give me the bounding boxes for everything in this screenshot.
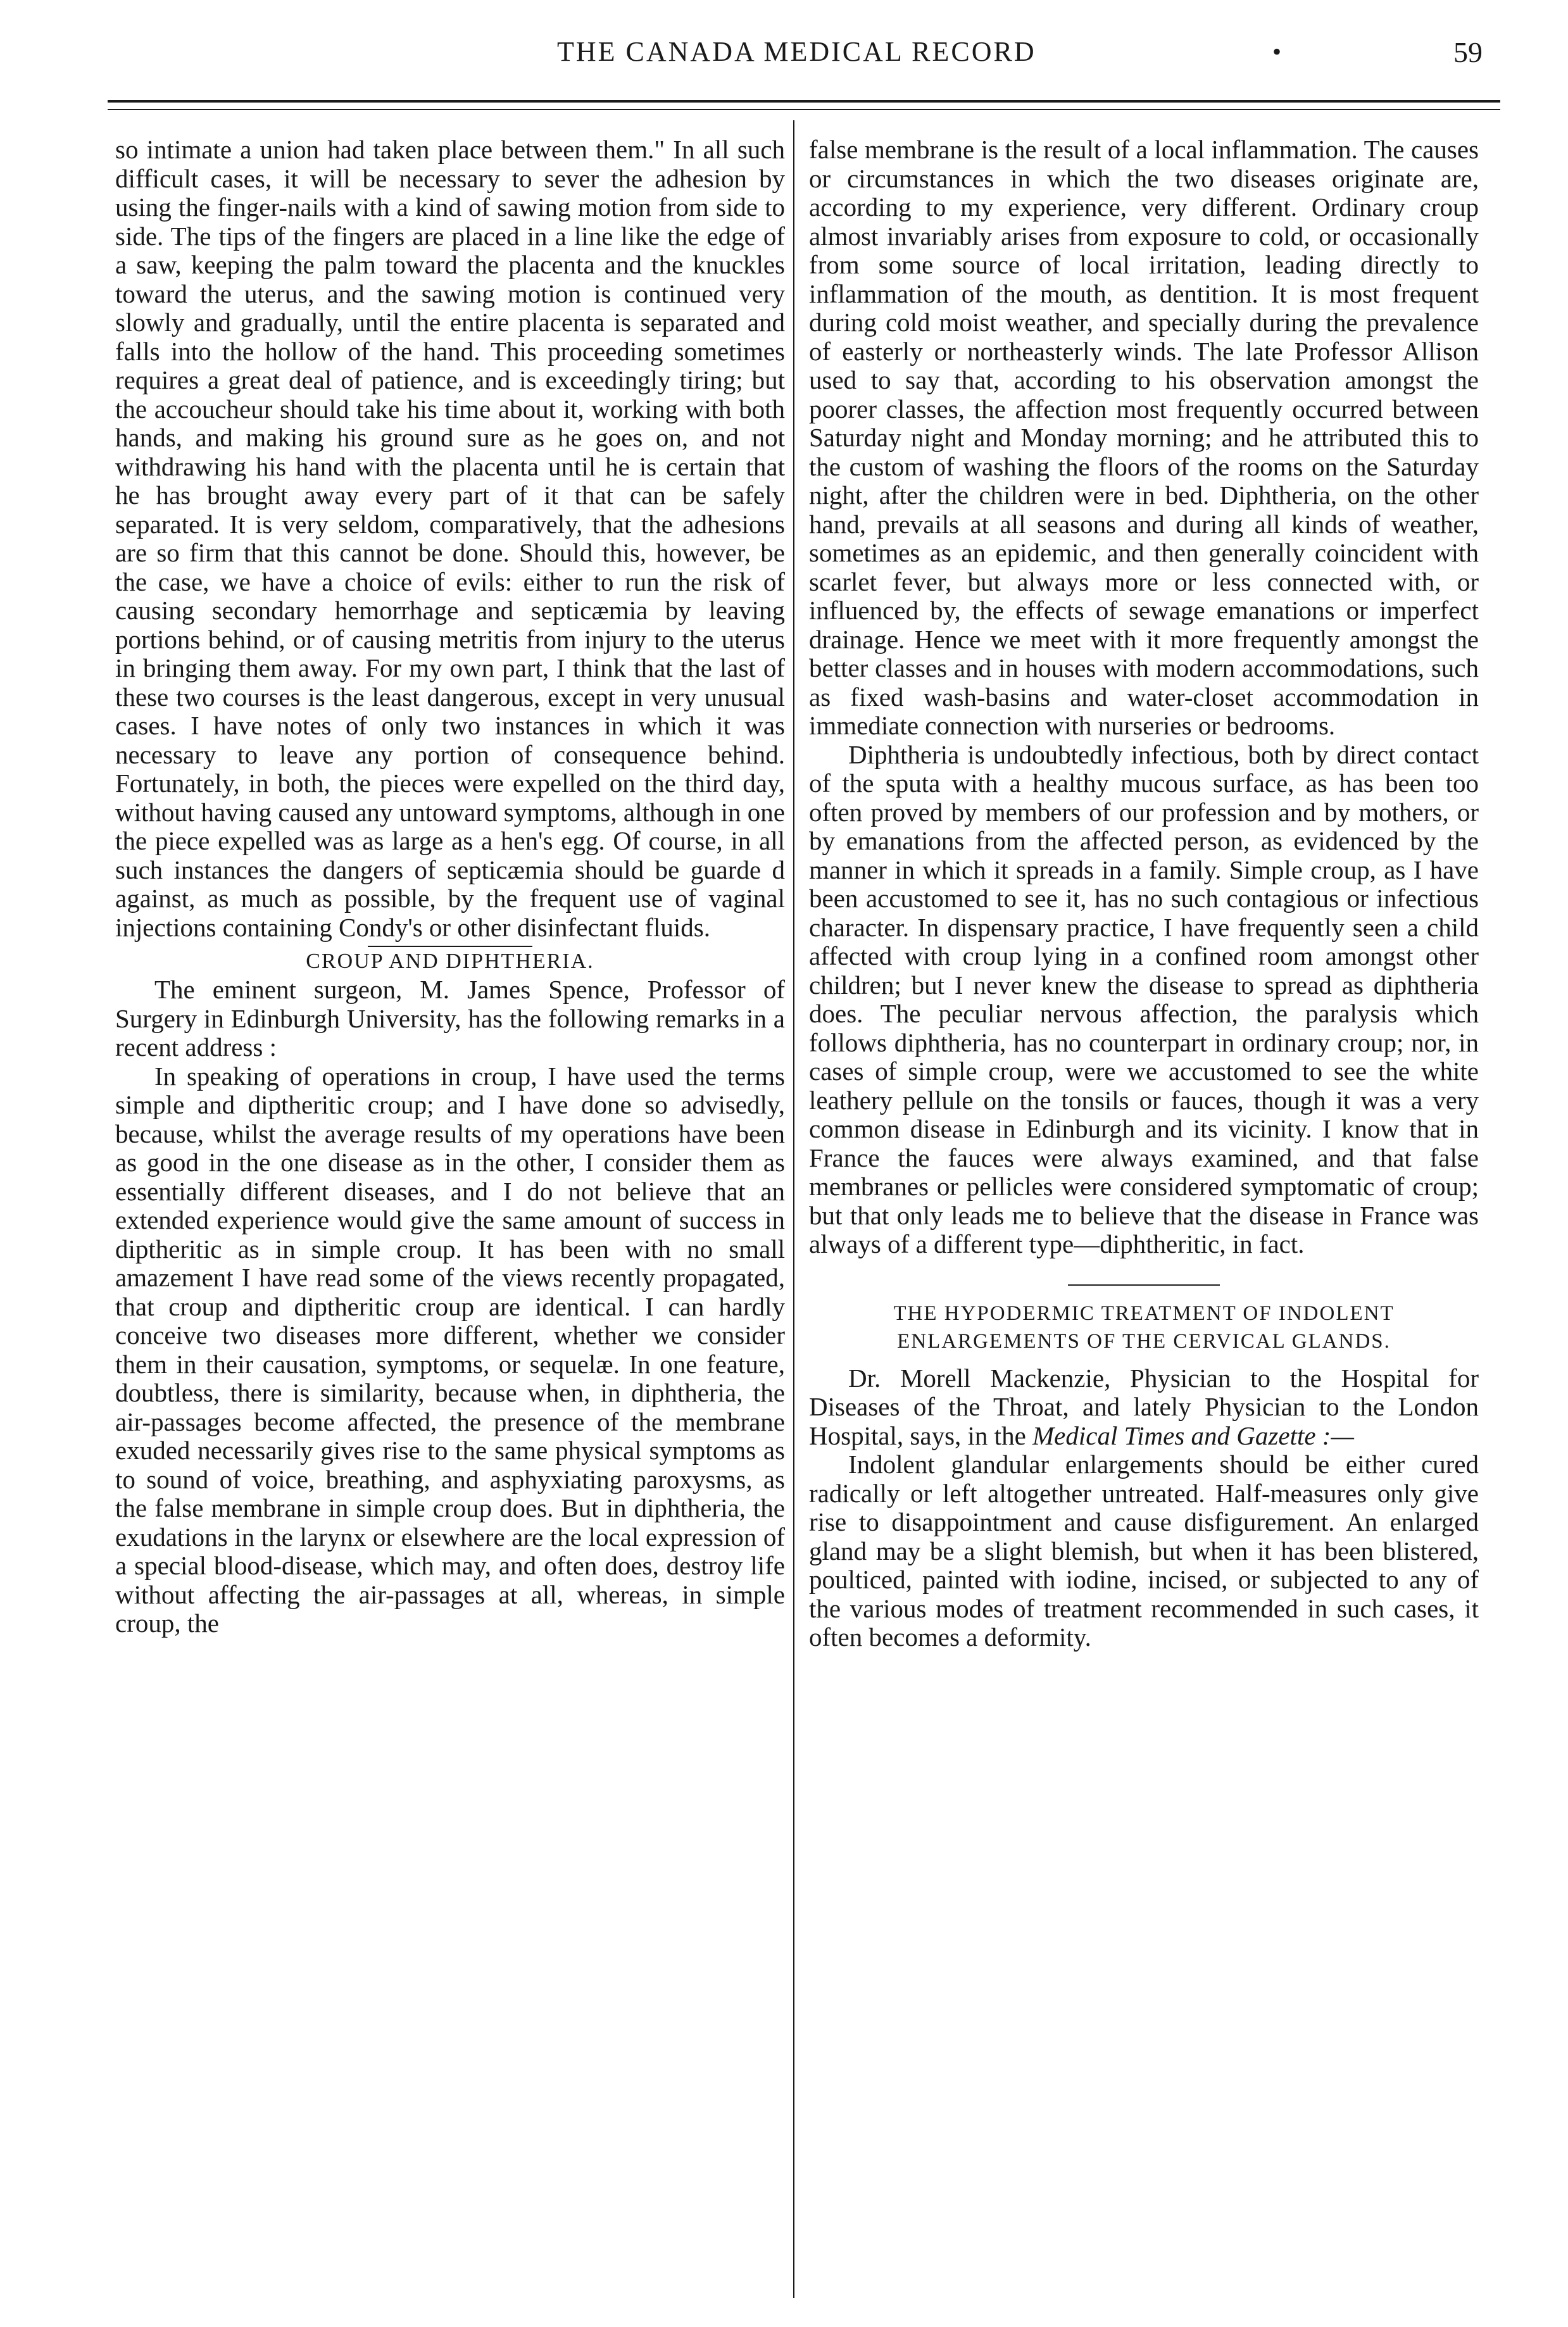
left-column xyxy=(115,135,785,1638)
mackenzie-intro-text: Dr. Morell Mackenzie, Physician to the Hospital for Diseases of the Throat, and lately Physician to the London Hospital, says, in the xyxy=(809,1363,1479,1450)
header-rule-thick xyxy=(108,100,1500,103)
paragraph-indolent-enlargements: Indolent glandular enlargements should be either cured radically or left altogether untreated. Half-measures only give rise to disappointment and cause disfigurement. An enlarged gland may be a slight blemish, but when it has been blistered, poulticed, painted with iodine, incised, or subjected to any of the various modes of treatment recommended in such cases, it often becomes a deformity. xyxy=(809,1450,1479,1652)
page-header xyxy=(0,35,1568,86)
running-title: THE CANADA MEDICAL RECORD xyxy=(557,36,1036,67)
right-column xyxy=(809,135,1479,1652)
paragraph-diphtheria-infectious: Diphtheria is undoubtedly infectious, both by direct contact of the sputa with a healthy mucous surface, as has been too often proved by members of our profession and by mothers, or by emanations from the affected person, as evidenced by the manner in which it spreads in a family. Simple croup, as I have been accustomed to see it, has no such contagious or infectious character. In dispensary practice, I have frequently seen a child affected with croup lying in a confined room amongst other children; but I never knew the disease to spread as diphtheria does. The peculiar nervous affection, the paralysis which follows diphtheria, has no counterpart in ordinary croup; nor, in cases of simple croup, were we accustomed to see the white leathery pellule on the tonsils or fauces, though it was a very common disease in Edinburgh and its vicinity. I know that in France the fauces were always examined, and that false membranes or pellicles were considered symptomatic of croup; but that only leads me to believe that the disease in France was always of a different type—diphtheritic, in fact. xyxy=(809,739,1479,1258)
paragraph-false-membrane: false membrane is the result of a local inflammation. The causes or circumstances in which the two diseases originate are, according to my experience, very different. Ordinary croup almost invariably arises from exposure to cold, or occasionally from some source of local irritation, leading directly to inflammation of the mouth, as dentition. It is most frequent during cold moist weather, and specially during the prevalence of easterly or northeasterly winds. The late Professor Allison used to say that, according to his observation amongst the poorer classes, the affection most frequently occurred between Saturday night and Monday morning; and he attributed this to the custom of washing the floors of the rooms on the Saturday night, after the children were in bed. Diphtheria, on the other hand, prevails at all seasons and during all kinds of weather, sometimes as an epidemic, and then generally coincident with scarlet fever, but always more or less connected with, or influenced by, the effects of sewage emanations or imperfect drainage. Hence we meet with it more frequently amongst the better classes and in houses with modern accommodations, such as fixed wash-basins and water-closet accommodation in immediate connection with nurseries or bedrooms. xyxy=(809,135,1479,740)
header-rule-thin xyxy=(108,109,1500,110)
paragraph-spence-intro: The eminent surgeon, M. James Spence, Professor of Surgery in Edinburgh University, has the following remarks in a recent address : xyxy=(115,975,785,1062)
section-rule xyxy=(1068,1284,1220,1286)
paragraph-speaking-of-operations: In speaking of operations in croup, I have used the terms simple and diptheritic croup; and I have done so advisedly, because, whilst the average results of my operations have been as good in the one disease as in the other, I consider them as essentially different diseases, and I do not believe that an extended experience would give the same amount of success in diptheritic as in simple croup. It has been with no small amazement I have read some of the views recently propagated, that croup and diptheritic croup are identical. I can hardly conceive two diseases more different, whether we consider them in their causation, symptoms, or sequelæ. In one feature, doubtless, there is similarity, because when, in diphtheria, the air-passages become affected, the presence of the membrane exuded necessarily gives rise to the same physical symptoms as to sound of voice, breathing, and asphyxiating paroxysms, as the false membrane in simple croup does. But in diphtheria, the exudations in the larynx or elsewhere are the local expression of a special blood-disease, which may, and often does, destroy life without affecting the air-passages at all, whereas, in simple croup, the xyxy=(115,1061,785,1638)
page-number: 59 xyxy=(1453,36,1483,68)
header-bullet: • xyxy=(1272,37,1282,66)
heading-hypodermic-treatment: THE HYPODERMIC TREATMENT OF INDOLENT ENLARGEMENTS OF THE CERVICAL GLANDS. xyxy=(893,1301,1395,1353)
column-divider xyxy=(793,120,794,2298)
journal-title-medical-times: Medical Times and Gazette :— xyxy=(1032,1421,1354,1450)
paragraph-placenta-continuation: so intimate a union had taken place between them." In all such difficult cases, it will be necessary to sever the adhesion by using the finger-nails with a kind of sawing motion from side to side. The tips of the fingers are placed in a line like the edge of a saw, keeping the palm toward the placenta and the knuckles toward the uterus, and the sawing motion is continued very slowly and gradually, until the entire placenta is separated and falls into the hollow of the hand. This proceeding sometimes requires a great deal of patience, and is exceedingly tiring; but the accoucheur should take his time about it, working with both hands, and making his ground sure as he goes on, and not withdrawing his hand with the placenta until he is certain that he has brought away every part of it that can be safely separated. It is very seldom, comparatively, that the adhesions are so firm that this cannot be done. Should this, however, be the case, we have a choice of evils: either to run the risk of causing secondary hemorrhage and septicæmia by leaving portions behind, or of causing metritis from injury to the uterus in bringing them away. For my own part, I think that the last of these two courses is the least dangerous, except in very unusual cases. I have notes of only two instances in which it was necessary to leave any portion of consequence behind. Fortunately, in both, the pieces were expelled on the third day, without having caused any untoward symptoms, although in one the piece expelled was as large as a hen's egg. Of course, in all such instances the dangers of septicæmia should be guarde d against, as much as possible, by the frequent use of vaginal injections containing Condy's or other disinfectant fluids. xyxy=(115,135,785,942)
paragraph-mackenzie-intro xyxy=(809,1364,1479,1451)
heading-croup-and-diphtheria: CROUP AND DIPHTHERIA. xyxy=(306,950,594,973)
